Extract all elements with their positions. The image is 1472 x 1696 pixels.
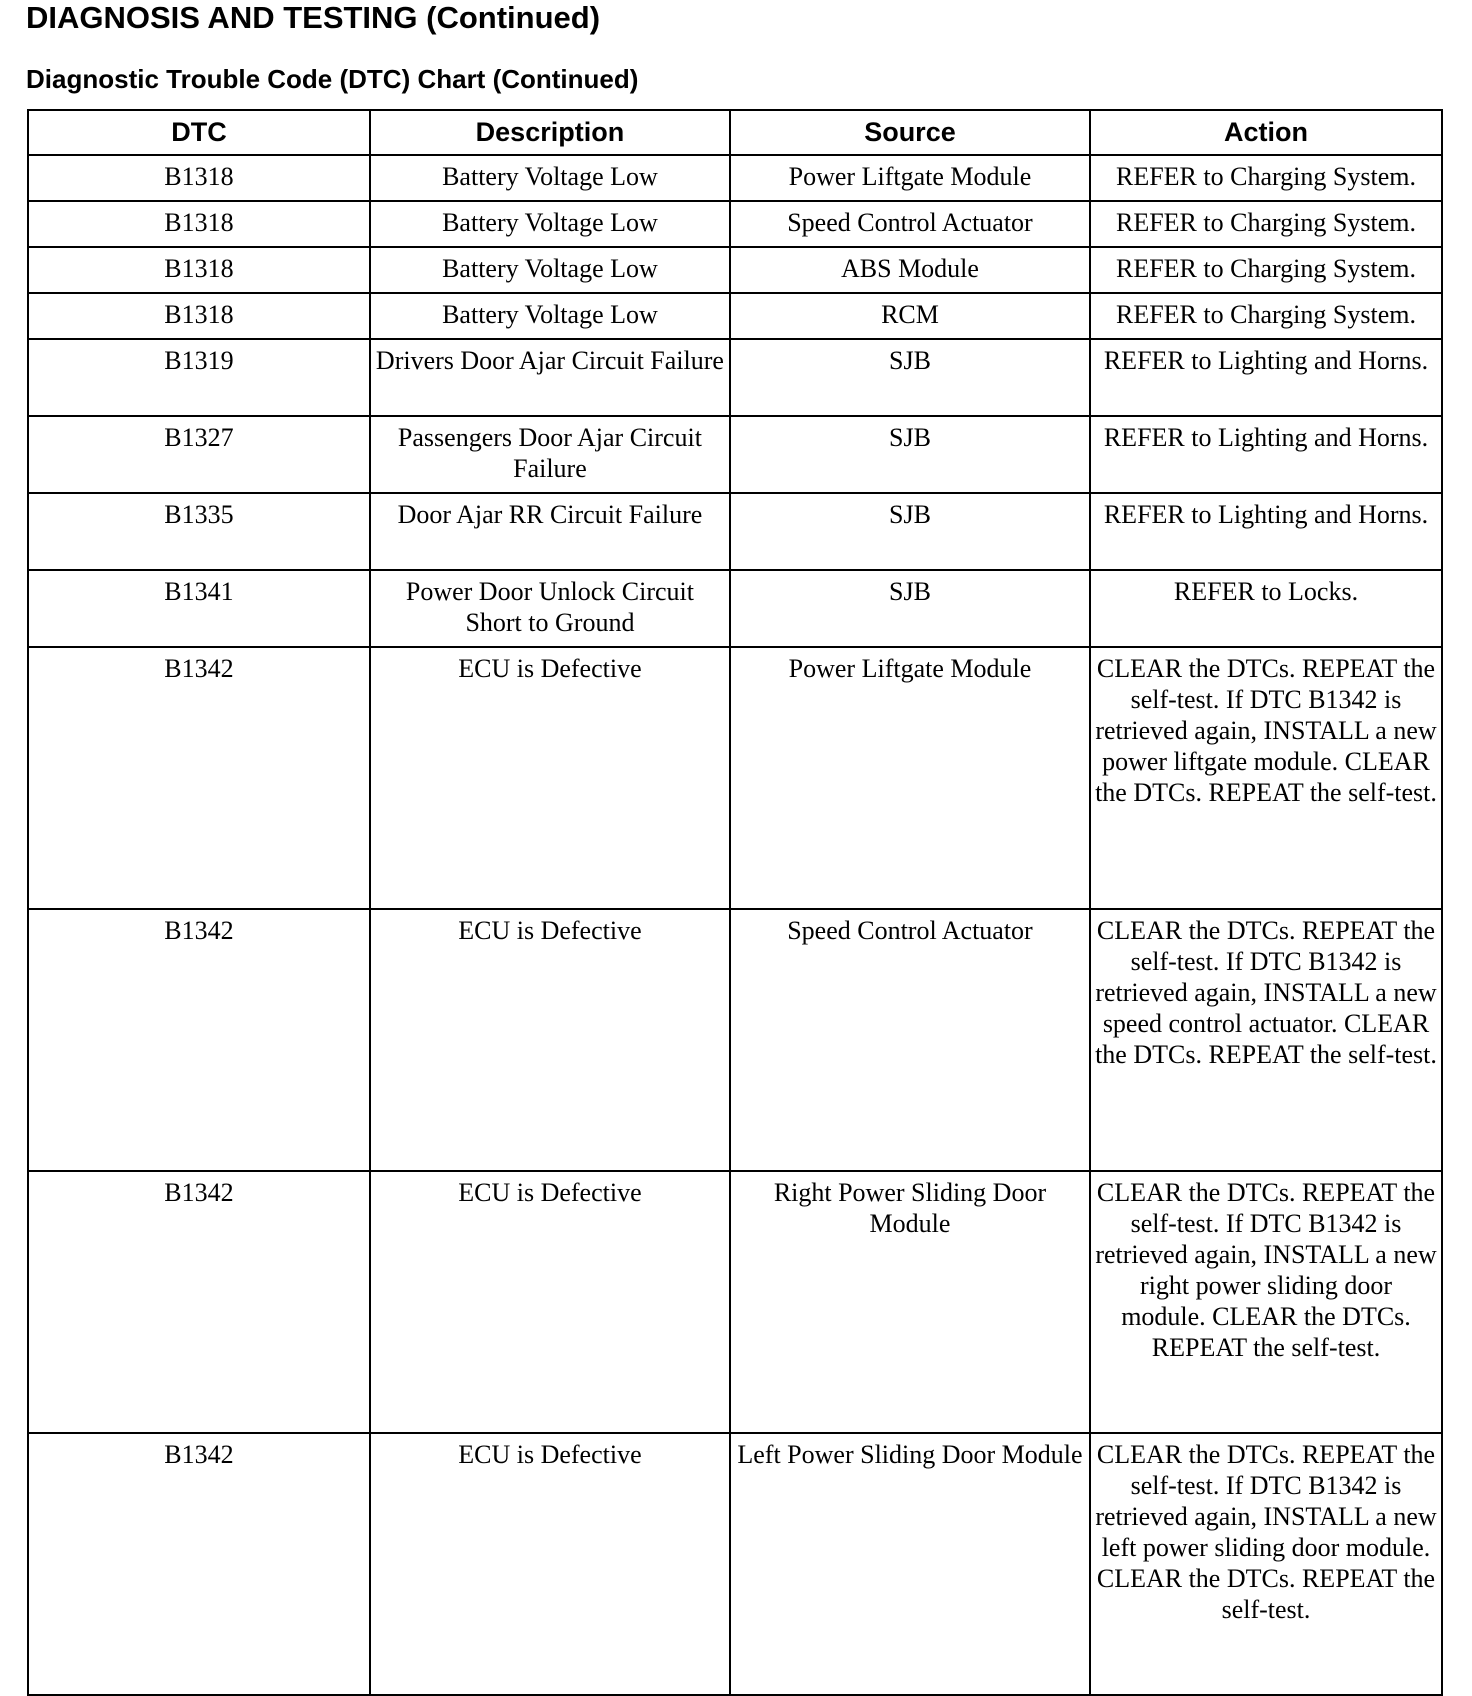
dtc-cell: B1327 bbox=[28, 416, 370, 493]
source-cell: RCM bbox=[730, 293, 1090, 339]
description-cell: ECU is Defective bbox=[370, 909, 730, 1171]
table-header-row bbox=[28, 110, 1442, 155]
action-cell: CLEAR the DTCs. REPEAT the self-test. If DTC B1342 is retrieved again, INSTALL a new power liftgate module. CLEAR the DTCs. REPEAT the self-test. bbox=[1090, 647, 1442, 909]
dtc-chart-table bbox=[27, 109, 1443, 1696]
source-cell: SJB bbox=[730, 416, 1090, 493]
column-header-source: Source bbox=[730, 110, 1090, 155]
page-title: DIAGNOSIS AND TESTING (Continued) bbox=[26, 0, 601, 35]
description-cell: ECU is Defective bbox=[370, 647, 730, 909]
action-cell: REFER to Charging System. bbox=[1090, 247, 1442, 293]
source-cell: Speed Control Actuator bbox=[730, 201, 1090, 247]
source-cell: ABS Module bbox=[730, 247, 1090, 293]
action-cell: CLEAR the DTCs. REPEAT the self-test. If DTC B1342 is retrieved again, INSTALL a new left power sliding door module. CLEAR the DTCs. REPEAT the self-test. bbox=[1090, 1433, 1442, 1695]
table-row bbox=[28, 1171, 1442, 1433]
description-cell: Battery Voltage Low bbox=[370, 247, 730, 293]
source-cell: SJB bbox=[730, 339, 1090, 416]
table-row bbox=[28, 201, 1442, 247]
action-cell: REFER to Lighting and Horns. bbox=[1090, 493, 1442, 570]
table-row bbox=[28, 339, 1442, 416]
action-cell: REFER to Charging System. bbox=[1090, 201, 1442, 247]
column-header-action: Action bbox=[1090, 110, 1442, 155]
dtc-cell: B1342 bbox=[28, 909, 370, 1171]
table-row bbox=[28, 247, 1442, 293]
column-header-description: Description bbox=[370, 110, 730, 155]
dtc-cell: B1318 bbox=[28, 155, 370, 201]
dtc-cell: B1342 bbox=[28, 1433, 370, 1695]
description-cell: Power Door Unlock Circuit Short to Ground bbox=[370, 570, 730, 647]
dtc-cell: B1342 bbox=[28, 1171, 370, 1433]
description-cell: Battery Voltage Low bbox=[370, 155, 730, 201]
table-row bbox=[28, 155, 1442, 201]
action-cell: CLEAR the DTCs. REPEAT the self-test. If DTC B1342 is retrieved again, INSTALL a new right power sliding door module. CLEAR the DTCs. REPEAT the self-test. bbox=[1090, 1171, 1442, 1433]
dtc-cell: B1335 bbox=[28, 493, 370, 570]
dtc-cell: B1318 bbox=[28, 293, 370, 339]
description-cell: Passengers Door Ajar Circuit Failure bbox=[370, 416, 730, 493]
table-row bbox=[28, 647, 1442, 909]
action-cell: REFER to Charging System. bbox=[1090, 293, 1442, 339]
table-row bbox=[28, 416, 1442, 493]
description-cell: Door Ajar RR Circuit Failure bbox=[370, 493, 730, 570]
dtc-cell: B1318 bbox=[28, 247, 370, 293]
description-cell: Battery Voltage Low bbox=[370, 201, 730, 247]
action-cell: REFER to Lighting and Horns. bbox=[1090, 339, 1442, 416]
dtc-cell: B1318 bbox=[28, 201, 370, 247]
table-row bbox=[28, 570, 1442, 647]
table-row bbox=[28, 1433, 1442, 1695]
source-cell: Power Liftgate Module bbox=[730, 647, 1090, 909]
source-cell: SJB bbox=[730, 493, 1090, 570]
table-row bbox=[28, 493, 1442, 570]
action-cell: CLEAR the DTCs. REPEAT the self-test. If DTC B1342 is retrieved again, INSTALL a new speed control actuator. CLEAR the DTCs. REPEAT the self-test. bbox=[1090, 909, 1442, 1171]
source-cell: SJB bbox=[730, 570, 1090, 647]
description-cell: Battery Voltage Low bbox=[370, 293, 730, 339]
column-header-dtc: DTC bbox=[28, 110, 370, 155]
source-cell: Speed Control Actuator bbox=[730, 909, 1090, 1171]
table-row bbox=[28, 293, 1442, 339]
dtc-cell: B1319 bbox=[28, 339, 370, 416]
description-cell: ECU is Defective bbox=[370, 1433, 730, 1695]
description-cell: ECU is Defective bbox=[370, 1171, 730, 1433]
action-cell: REFER to Lighting and Horns. bbox=[1090, 416, 1442, 493]
dtc-cell: B1342 bbox=[28, 647, 370, 909]
table-row bbox=[28, 909, 1442, 1171]
action-cell: REFER to Locks. bbox=[1090, 570, 1442, 647]
description-cell: Drivers Door Ajar Circuit Failure bbox=[370, 339, 730, 416]
source-cell: Power Liftgate Module bbox=[730, 155, 1090, 201]
action-cell: REFER to Charging System. bbox=[1090, 155, 1442, 201]
source-cell: Right Power Sliding Door Module bbox=[730, 1171, 1090, 1433]
chart-subtitle: Diagnostic Trouble Code (DTC) Chart (Continued) bbox=[26, 64, 639, 94]
source-cell: Left Power Sliding Door Module bbox=[730, 1433, 1090, 1695]
dtc-cell: B1341 bbox=[28, 570, 370, 647]
